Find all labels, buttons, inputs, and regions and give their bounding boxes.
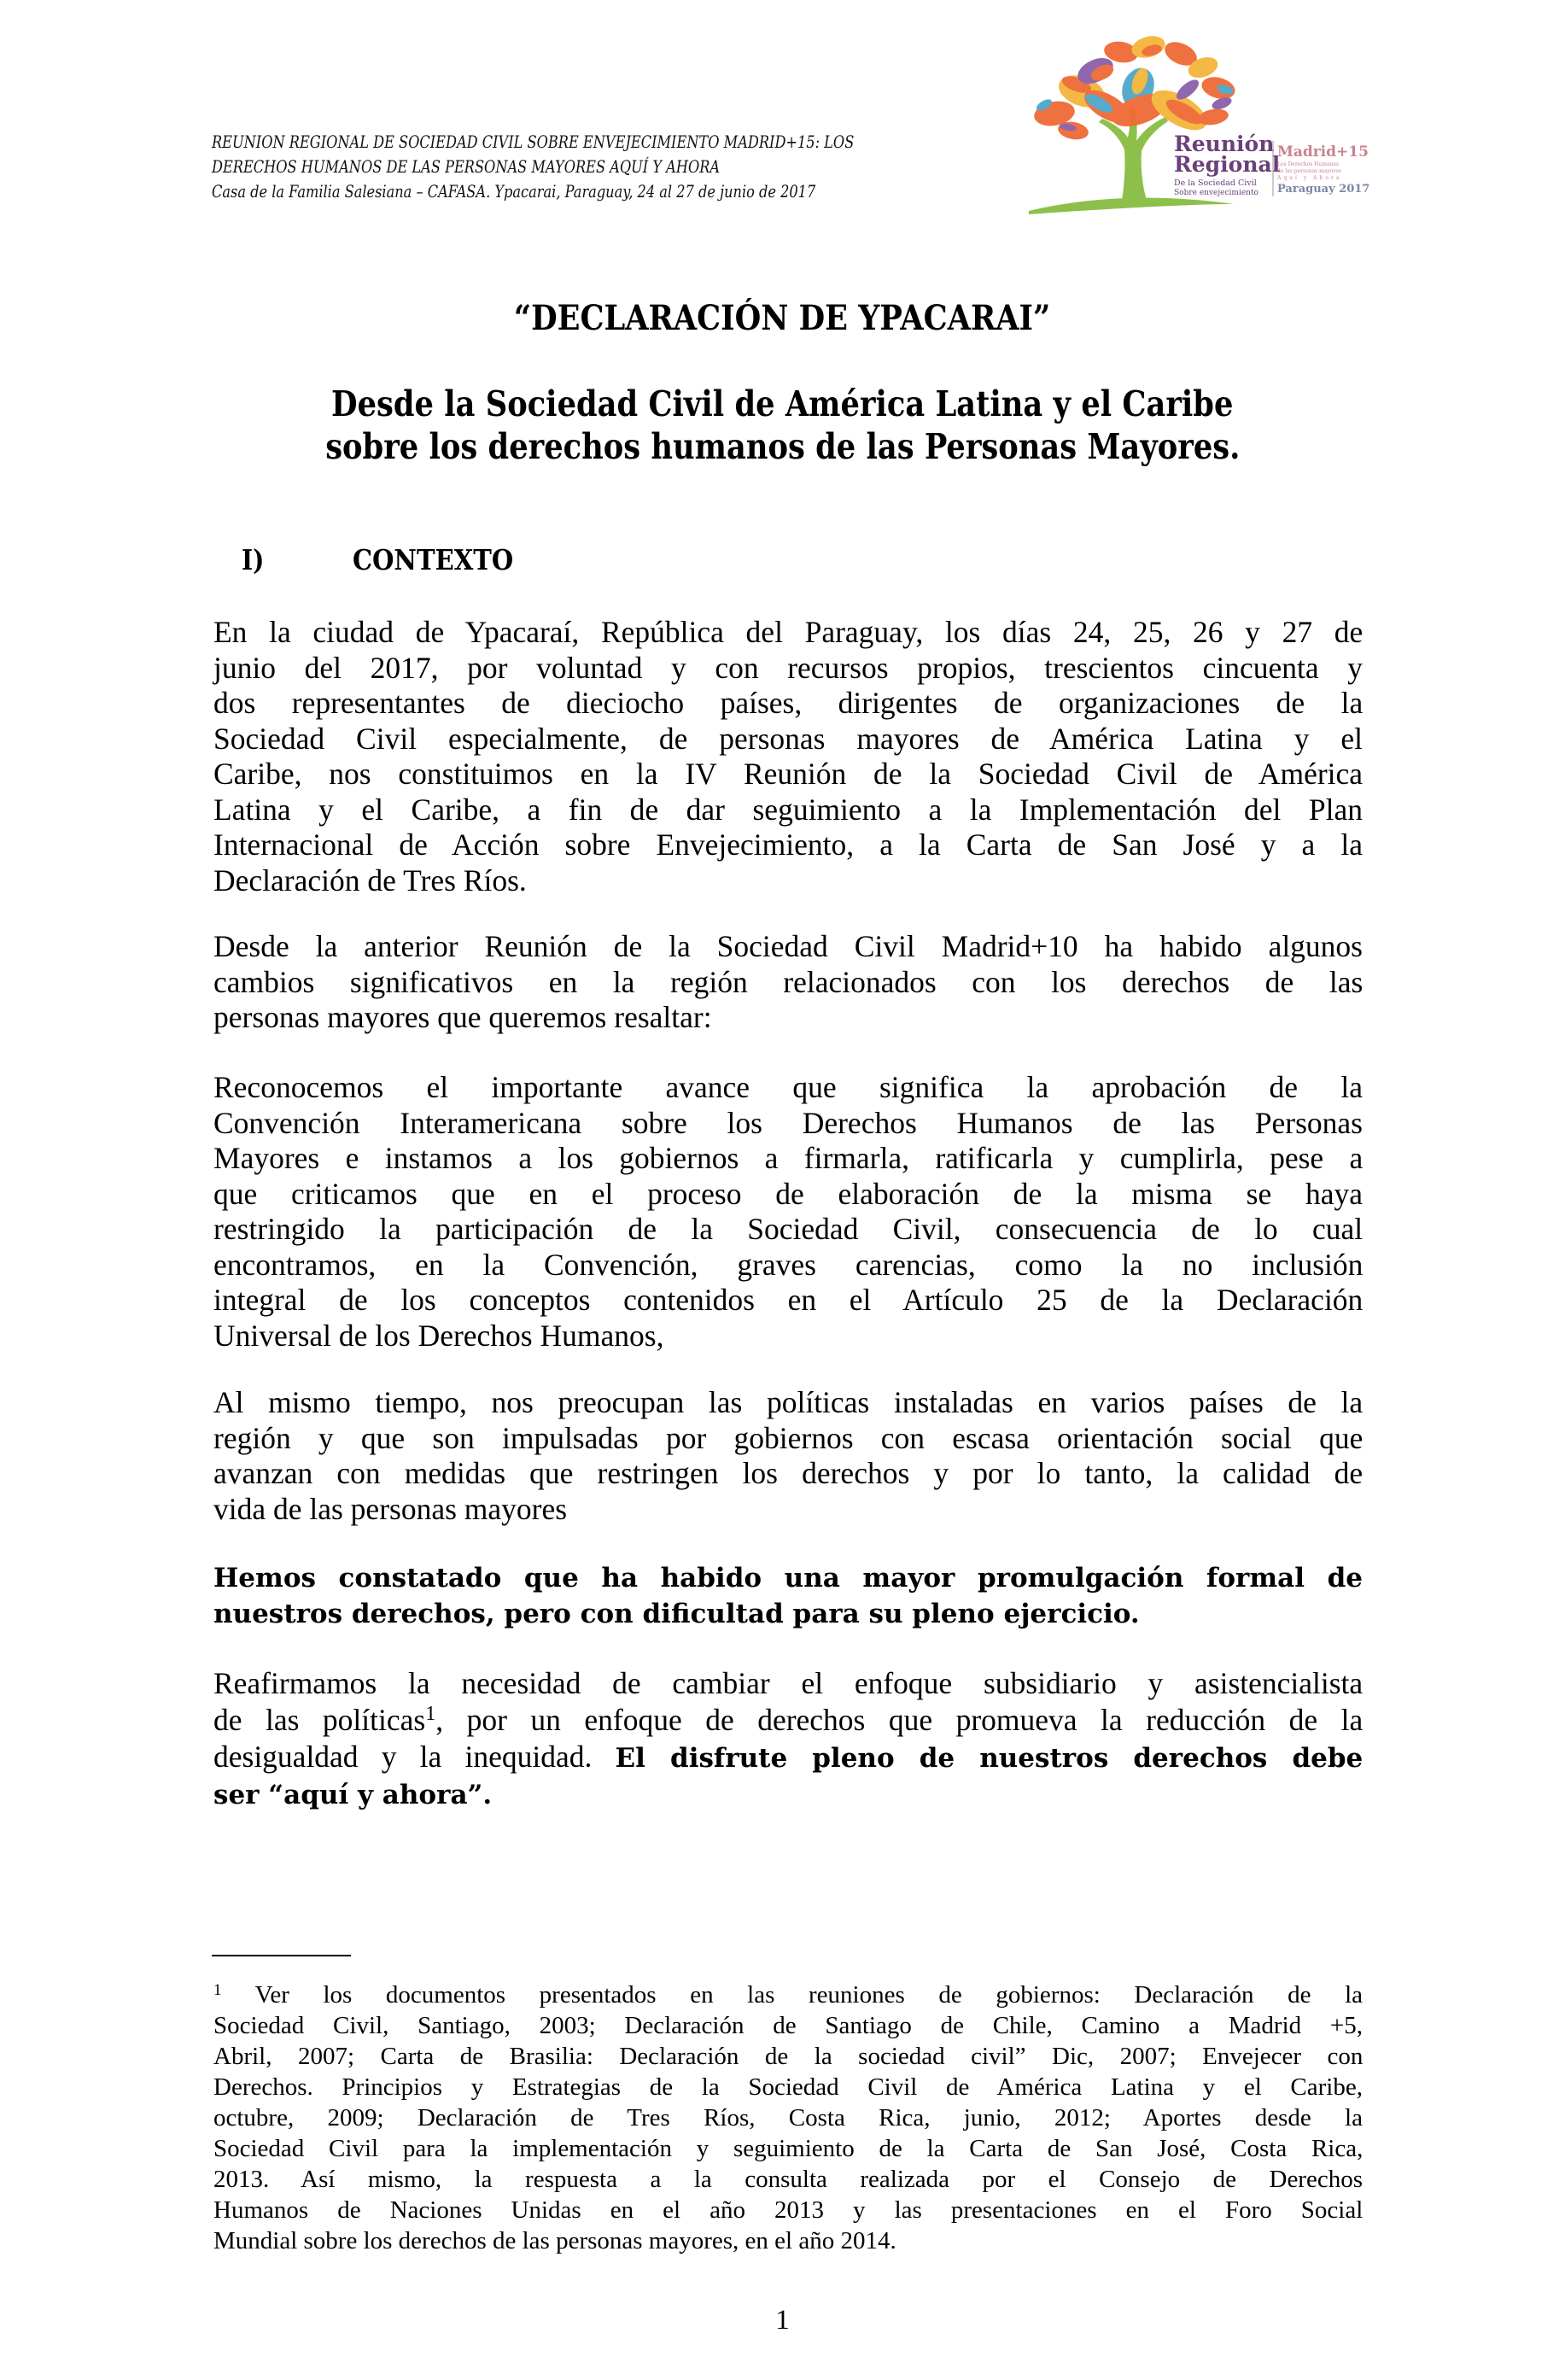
text-line: junio del 2017, por voluntad y con recursos propios, trescientos cincuenta y [213, 650, 1363, 685]
footnote-line: 2013. Así mismo, la respuesta a la consulta realizada por el Consejo de Derechos [213, 2166, 1363, 2193]
text-line: En la ciudad de Ypacaraí, República del Paraguay, los días 24, 25, 26 y 27 de [213, 615, 1364, 649]
footnote [213, 1979, 1363, 2256]
header-line: DERECHOS HUMANOS DE LAS PERSONAS MAYORES AQUÍ Y AHORA [212, 157, 721, 177]
logo-text: Aquí y Ahora [1277, 175, 1342, 181]
text-run: de las políticas [213, 1703, 426, 1737]
logo-text: Los Derechos Humanos [1277, 161, 1340, 167]
page-number: 1 [775, 2305, 790, 2336]
paragraph-concerns [213, 1385, 1363, 1527]
text-line: región y que son impulsadas por gobiernos con escasa orientación social que [213, 1420, 1364, 1455]
text-line: Al mismo tiempo, nos preocupan las políticas instaladas en varios países de la [213, 1385, 1364, 1419]
text-run: , por un enfoque de derechos que promueva la reducción de la [435, 1703, 1364, 1737]
logo-text: Paraguay 2017 [1277, 183, 1370, 196]
header-line: Casa de la Familia Salesiana – CAFASA. Ypacarai, Paraguay, 24 al 27 de junio de 2017 [212, 182, 816, 202]
text-line: avanzan con medidas que restringen los derechos y por lo tanto, la calidad de [213, 1456, 1364, 1490]
text-line: Convención Interamericana sobre los Derechos Humanos de las Personas [213, 1105, 1363, 1140]
document-title-text: “DECLARACIÓN DE YPACARAI” [514, 298, 1051, 338]
footnote-line: Sociedad Civil, Santiago, 2003; Declaración de Santiago de Chile, Camino a Madrid +5, [213, 2012, 1363, 2039]
text-line: Reconocemos el importante avance que significa la aprobación de la [213, 1070, 1363, 1104]
text-line: Universal de los Derechos Humanos, [213, 1318, 664, 1353]
text-line: Internacional de Acción sobre Envejecimiento, a la Carta de San José y a la [213, 827, 1363, 862]
logo-text: de las personas mayores [1277, 168, 1341, 174]
emphasis-text: ser “aquí y ahora”. [213, 1780, 493, 1810]
footnote-marker: 1 [213, 1981, 222, 1999]
text-line: Reafirmamos la necesidad de cambiar el enfoque subsidiario y asistencialista [213, 1666, 1364, 1700]
text-line: Hemos constatado que ha habido una mayor promulgación formal de [213, 1563, 1363, 1593]
footnote-line: Sociedad Civil para la implementación y seguimiento de la Carta de San José, Costa Rica, [213, 2135, 1364, 2162]
section-number: I) [242, 543, 265, 576]
text-line: personas mayores que queremos resaltar: [213, 1000, 712, 1034]
footnote-separator [212, 1955, 351, 1956]
running-header [212, 130, 855, 204]
emphasis-text: El disfrute pleno de nuestros derechos debe [615, 1743, 1364, 1774]
footnote-line: Mundial sobre los derechos de las personas mayores, en el año 2014. [213, 2227, 896, 2254]
logo-text: Madrid+15 [1277, 143, 1369, 161]
text-run: desigualdad y la inequidad. [213, 1740, 593, 1774]
paragraph-finding-bold [213, 1561, 1363, 1632]
logo-text: Regional [1174, 152, 1281, 177]
footnote-line: Abril, 2007; Carta de Brasilia: Declaración de la sociedad civil” Dic, 2007; Envejecer con [213, 2043, 1364, 2070]
text-line: restringido la participación de la Sociedad Civil, consecuencia de lo cual [213, 1212, 1364, 1246]
paragraph-convention [213, 1070, 1363, 1354]
footnote-line [213, 1979, 1363, 2010]
logo-text: Reunión [1174, 132, 1275, 156]
paragraph-changes [213, 929, 1363, 1036]
text-line: que criticamos que en el proceso de elaboración de la misma se haya [213, 1176, 1363, 1211]
text-line [213, 1702, 1363, 1739]
text-line [213, 1739, 1363, 1777]
text-line: encontramos, en la Convención, graves carencias, como la no inclusión [213, 1247, 1364, 1282]
text-line: Desde la anterior Reunión de la Sociedad Civil Madrid+10 ha habido algunos [213, 929, 1363, 963]
text-line: Mayores e instamos a los gobiernos a firmarla, ratificarla y cumplirla, pese a [213, 1141, 1364, 1175]
text-line: Latina y el Caribe, a fin de dar seguimiento a la Implementación del Plan [213, 792, 1363, 827]
footnote-line: Humanos de Naciones Unidas en el año 2013 y las presentaciones en el Foro Social [213, 2196, 1364, 2224]
text-line: nuestros derechos, pero con dificultad para su pleno ejercicio. [213, 1598, 1140, 1629]
logo-text: De la Sociedad Civil [1174, 178, 1257, 188]
document-subtitle [0, 383, 1565, 468]
text-line: Sociedad Civil especialmente, de personas mayores de América Latina y el [213, 721, 1363, 756]
paragraph-reaffirm [213, 1665, 1363, 1814]
footnote-line: octubre, 2009; Declaración de Tres Ríos, Costa Rica, junio, 2012; Aportes desde la [213, 2104, 1363, 2131]
text-line: Declaración de Tres Ríos. [213, 863, 527, 898]
paragraph-context-intro [213, 615, 1363, 898]
logo-wordmark [1174, 132, 1369, 197]
text-line: dos representantes de dieciocho países, dirigentes de organizaciones de la [213, 686, 1364, 720]
footnote-line: Derechos. Principios y Estrategias de la Sociedad Civil de América Latina y el Caribe, [213, 2073, 1363, 2101]
section-label: CONTEXTO [353, 543, 514, 576]
subtitle-line: Desde la Sociedad Civil de América Latina y el Caribe [331, 383, 1234, 424]
text-line: vida de las personas mayores [213, 1491, 568, 1526]
logo-text: Sobre envejecimiento [1174, 189, 1258, 197]
footnote-reference[interactable]: 1 [425, 1703, 436, 1725]
text-line: integral de los conceptos contenidos en el Artículo 25 de la Declaración [213, 1283, 1364, 1317]
subtitle-line: sobre los derechos humanos de las Personas Mayores. [324, 426, 1241, 467]
event-logo [1020, 21, 1413, 222]
document-title [0, 295, 1565, 342]
header-line: REUNION REGIONAL DE SOCIEDAD CIVIL SOBRE ENVEJECIMIENTO MADRID+15: LOS [212, 132, 855, 152]
text-line: cambios significativos en la región relacionados con los derechos de las [213, 964, 1364, 999]
text-line: Caribe, nos constituimos en la IV Reunión de la Sociedad Civil de América [213, 757, 1364, 791]
footnote-text: Ver los documentos presentados en las reuniones de gobiernos: Declaración de la [254, 1981, 1363, 2009]
